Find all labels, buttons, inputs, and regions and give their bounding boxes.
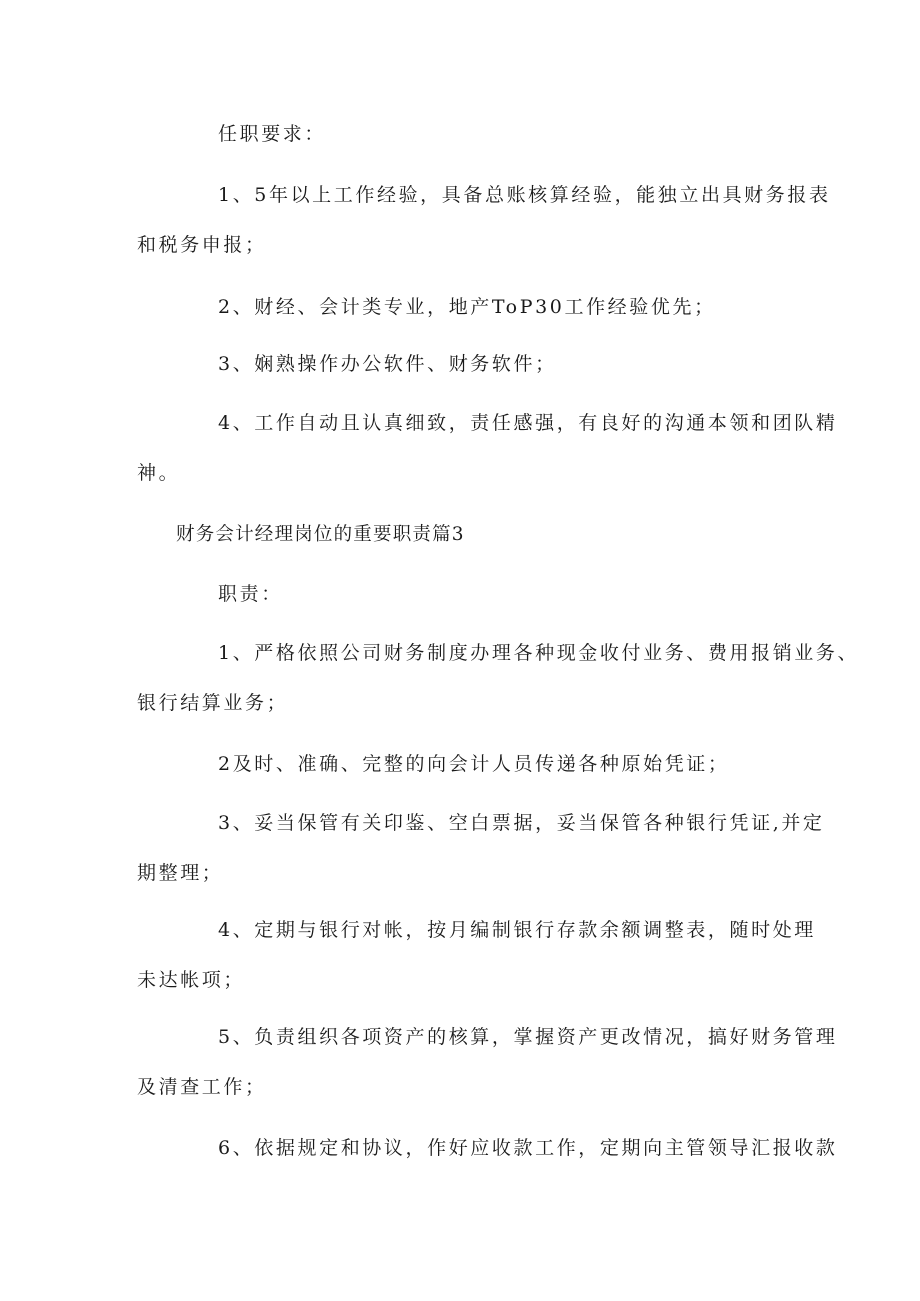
requirement-3: 3、娴熟操作办公软件、财务软件； <box>218 353 557 375</box>
duty-2: 2及时、准确、完整的向会计人员传递各种原始凭证； <box>218 753 730 775</box>
duty-4-line-1: 4、定期与银行对帐，按月编制银行存款余额调整表，随时处理 <box>218 919 816 941</box>
duty-5-line-2: 及清查工作； <box>137 1076 267 1098</box>
requirements-title: 任职要求： <box>218 123 327 145</box>
section-heading: 财务会计经理岗位的重要职责篇3 <box>176 524 465 545</box>
duty-5-line-1: 5、负责组织各项资产的核算，掌握资产更改情况，搞好财务管理 <box>218 1026 838 1048</box>
requirement-2: 2、财经、会计类专业，地产ToP30工作经验优先； <box>218 296 716 318</box>
duty-3-line-2: 期整理； <box>137 862 224 884</box>
duty-4-line-2: 未达帐项； <box>137 969 246 991</box>
requirement-4-line-1: 4、工作自动且认真细致，责任感强，有良好的沟通本领和团队精 <box>218 412 838 434</box>
requirement-4-line-2: 神。 <box>137 462 181 484</box>
requirement-1-line-1: 1、5年以上工作经验，具备总账核算经验，能独立出具财务报表 <box>218 184 831 206</box>
requirement-1-line-2: 和税务申报； <box>137 234 267 256</box>
duties-title: 职责： <box>218 583 283 605</box>
duty-3-line-1: 3、妥当保管有关印鉴、空白票据，妥当保管各种银行凭证,并定 <box>218 812 825 834</box>
duty-1-line-2: 银行结算业务； <box>137 692 289 714</box>
duty-1-line-1: 1、严格依照公司财务制度办理各种现金收付业务、费用报销业务、 <box>218 642 860 664</box>
duty-6-line-1: 6、依据规定和协议，作好应收款工作，定期向主管领导汇报收款 <box>218 1137 838 1159</box>
